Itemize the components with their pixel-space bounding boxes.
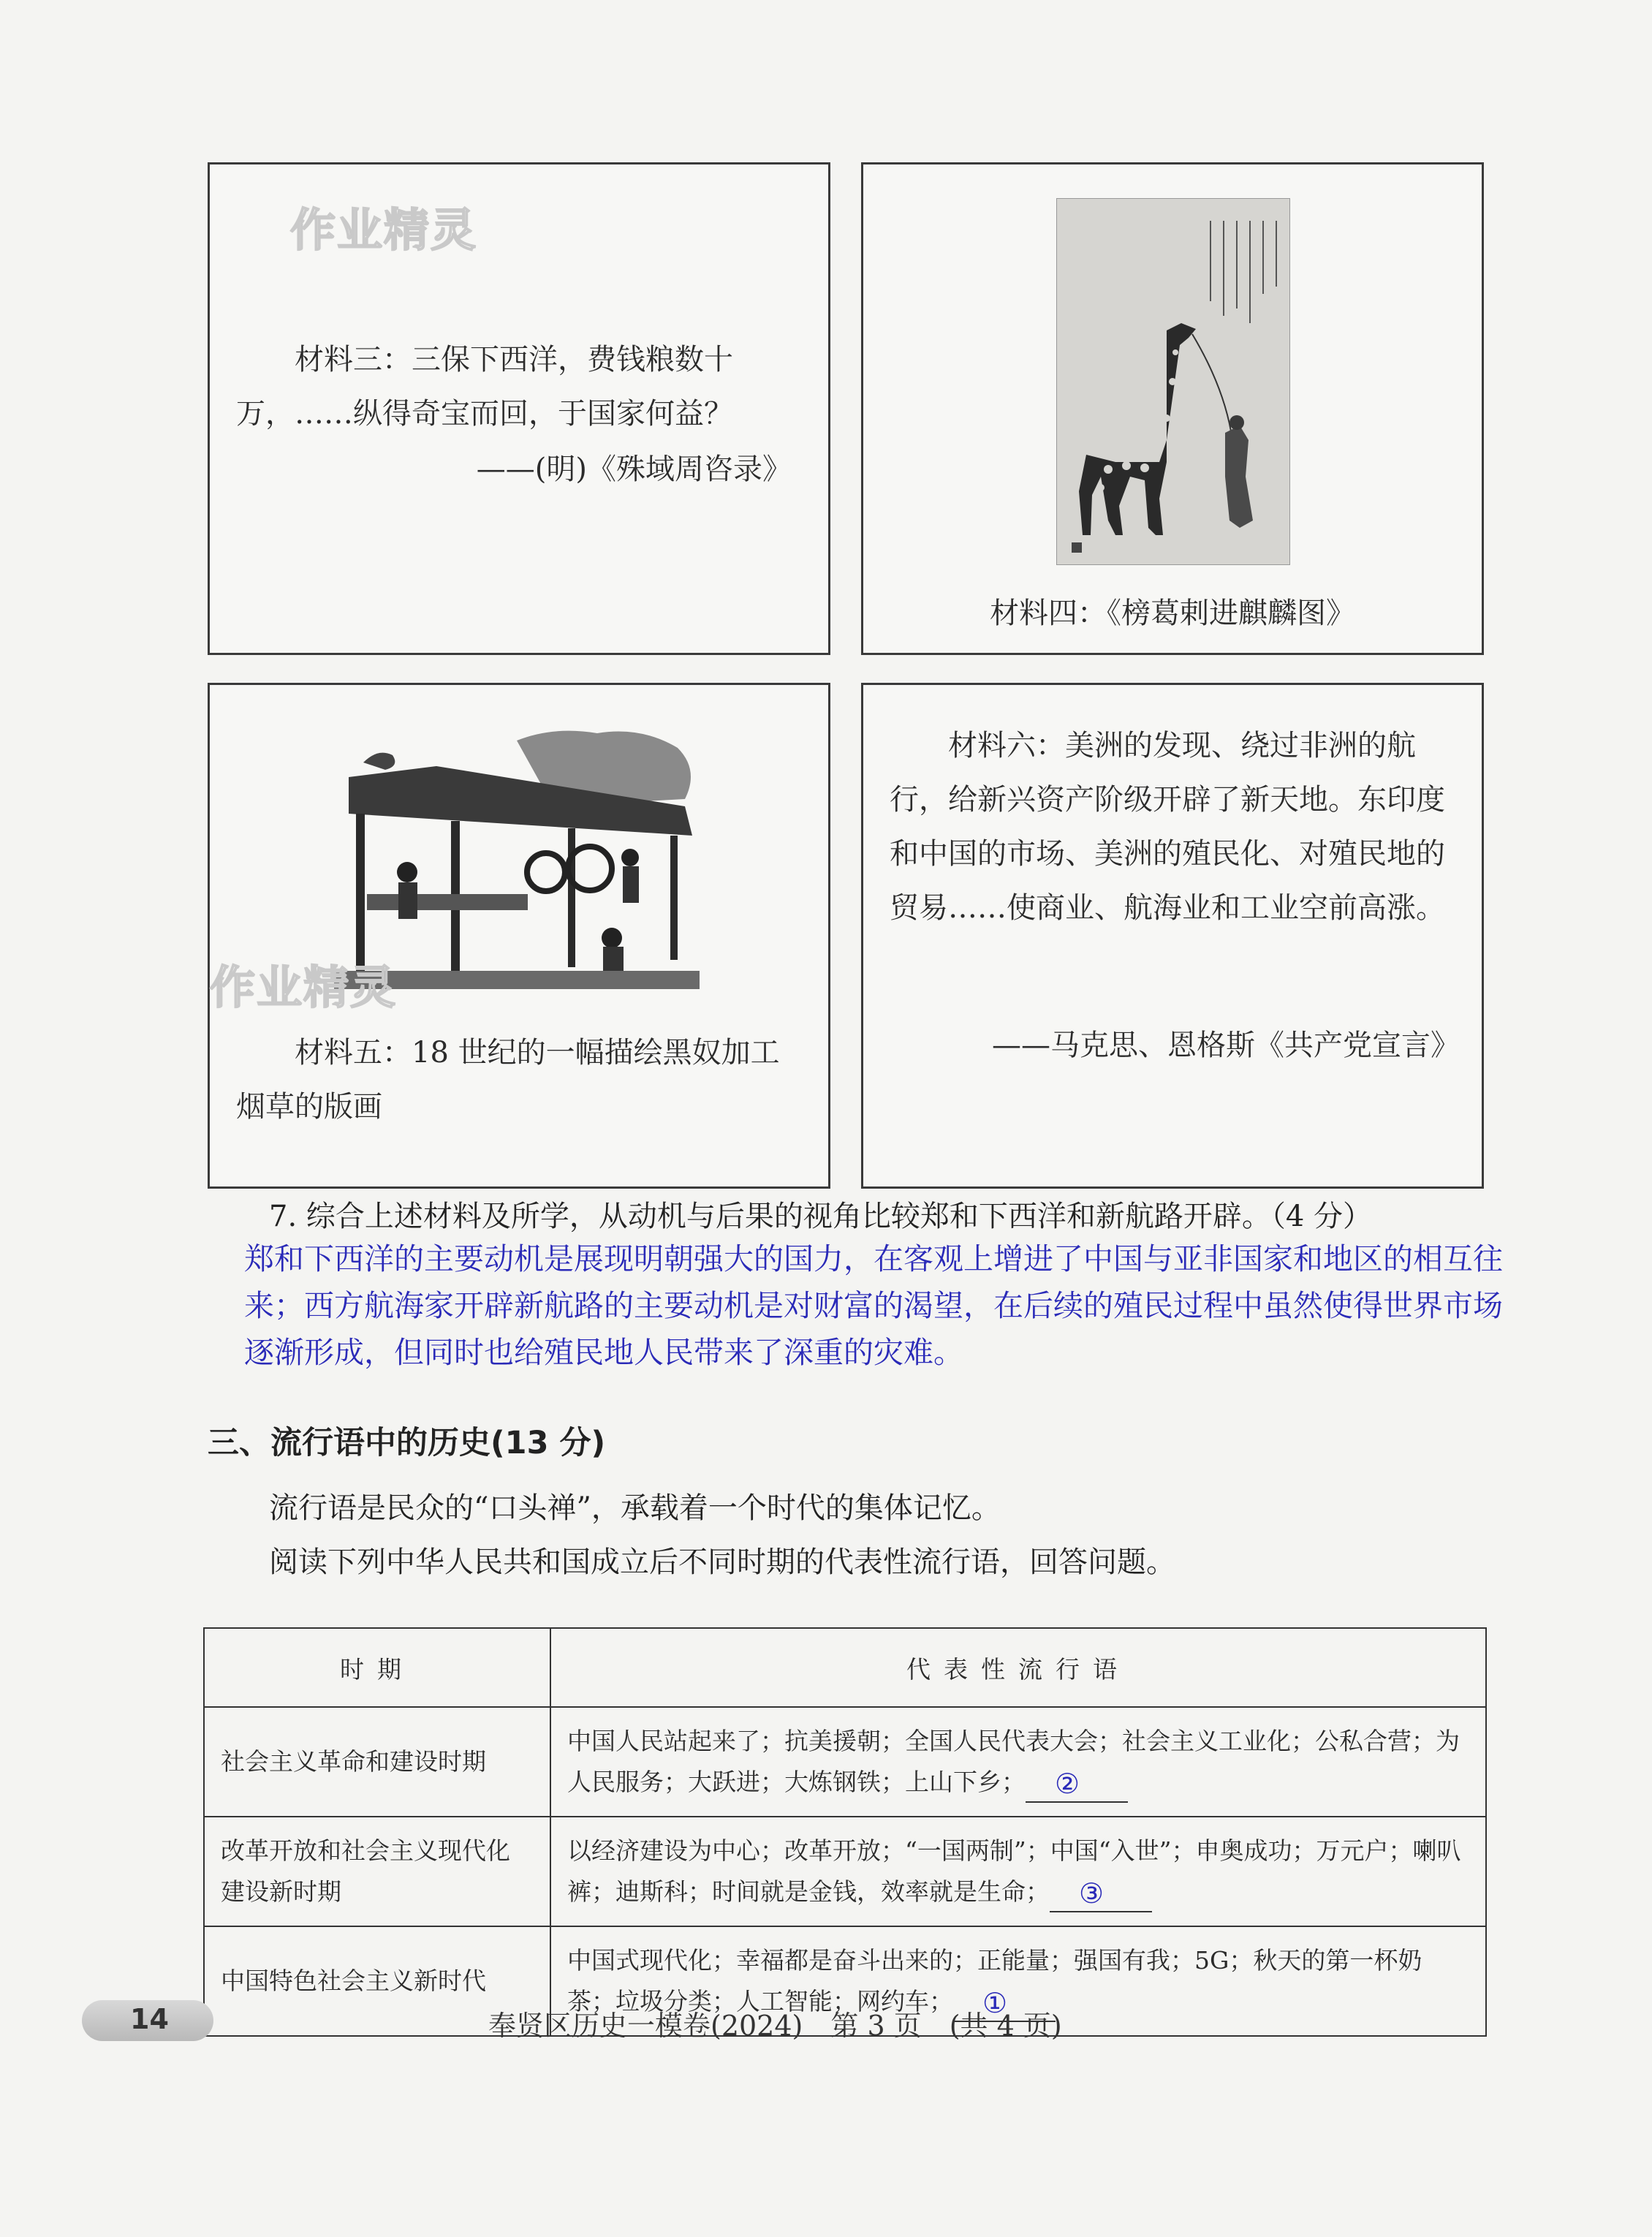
- material6-source: ——马克思、恩格斯《共产党宣言》: [992, 1029, 1460, 1062]
- page-number: 14: [130, 2003, 169, 2035]
- table-row: [204, 1707, 1486, 1817]
- slang-cell: [550, 1707, 1486, 1817]
- material3-box: [208, 162, 830, 655]
- header-period: 时期: [204, 1628, 550, 1707]
- table-row: [204, 1817, 1486, 1926]
- answer-blank: [1026, 1768, 1128, 1803]
- slang-text: 中国式现代化；幸福都是奋斗出来的；正能量；强国有我；5G；秋天的第一杯奶茶；垃圾分类；人工智能；网约车；: [567, 1946, 1422, 2015]
- period-cell: 社会主义革命和建设时期: [204, 1707, 550, 1817]
- section3-title: 三、流行语中的历史(13 分): [208, 1425, 606, 1461]
- slang-table: [203, 1627, 1487, 2037]
- section3-intro2: 阅读下列中华人民共和国成立后不同时期的代表性流行语，回答问题。: [269, 1545, 1175, 1579]
- giraffe-painting-image: [1056, 198, 1290, 565]
- material3-source: ——(明)《殊域周咨录》: [476, 453, 792, 486]
- material5-caption: 材料五：18 世纪的一幅描绘黑奴加工烟草的版画: [236, 1036, 780, 1124]
- blank-mark: ③: [1079, 1877, 1105, 1909]
- material5-box: [208, 683, 830, 1189]
- period-cell: 改革开放和社会主义现代化建设新时期: [204, 1817, 550, 1926]
- question7-answer: 郑和下西洋的主要动机是展现明朝强大的国力，在客观上增进了中国与亚非国家和地区的相互往来；西方航海家开辟新航路的主要动机是对财富的渴望，在后续的殖民过程中虽然使得世界市场逐渐形成，但同时也给殖民地人民带来了深重的灾难。: [244, 1241, 1503, 1370]
- section3-intro1: 流行语是民众的“口头禅”，承载着一个时代的集体记忆。: [269, 1491, 1001, 1525]
- slang-cell: [550, 1817, 1486, 1926]
- table-header-row: [204, 1628, 1486, 1707]
- slang-text: 以经济建设为中心；改革开放；“一国两制”；中国“入世”；申奥成功；万元户；喇叭裤；迪斯科；时间就是金钱，效率就是生命；: [567, 1836, 1461, 1906]
- material4-caption: 材料四：《榜葛剌进麒麟图》: [990, 597, 1355, 630]
- blank-mark: ①: [982, 1987, 1008, 2019]
- material6-text: 材料六：美洲的发现、绕过非洲的航行，给新兴资产阶级开辟了新天地。东印度和中国的市场、美洲的殖民化、对殖民地的贸易……使商业、航海业和工业空前高涨。: [890, 729, 1445, 925]
- question7-prompt: 7. 综合上述材料及所学，从动机与后果的视角比较郑和下西洋和新航路开辟。（4 分）: [269, 1200, 1373, 1233]
- answer-blank: [1050, 1877, 1152, 1912]
- material6-box: [861, 683, 1484, 1189]
- material3-text: 材料三：三保下西洋，费钱粮数十万，……纵得奇宝而回，于国家何益？: [236, 343, 733, 431]
- header-slang: 代表性流行语: [550, 1628, 1486, 1707]
- period-cell: 中国特色社会主义新时代: [204, 1926, 550, 2036]
- blank-mark: ②: [1055, 1768, 1080, 1800]
- slang-text: 中国人民站起来了；抗美援朝；全国人民代表大会；社会主义工业化；公私合营；为人民服务；大跃进；大炼钢铁；上山下乡；: [567, 1727, 1460, 1796]
- tobacco-engraving-image: [334, 726, 700, 989]
- watermark: 作业精灵: [210, 961, 398, 1014]
- footer-text: 奉贤区历史一模卷(2024) 第 3 页 (共 4 页): [488, 2010, 1062, 2042]
- watermark: 作业精灵: [290, 203, 478, 257]
- material4-box: [861, 162, 1484, 655]
